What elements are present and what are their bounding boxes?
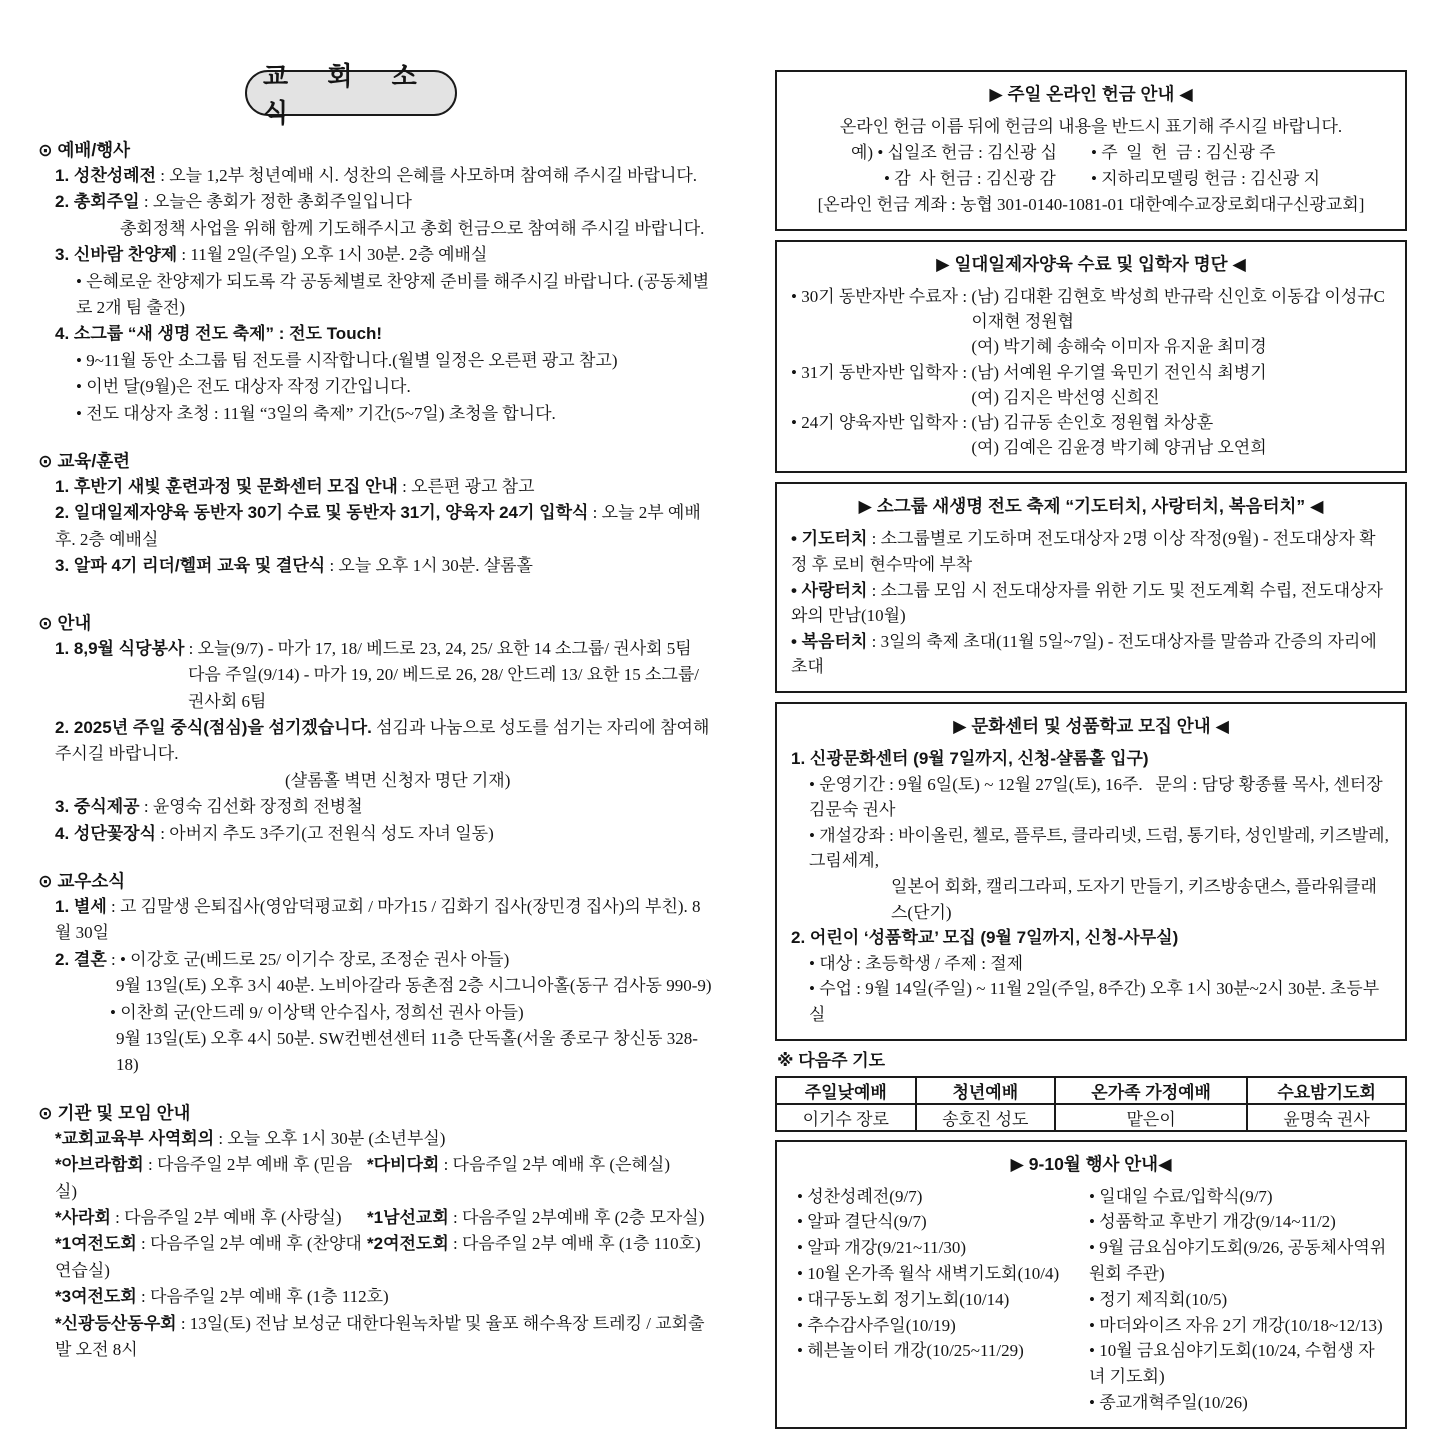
- bold-label: • 기도터치: [791, 529, 868, 549]
- online-offering-note: 온라인 헌금 이름 뒤에 헌금의 내용을 반드시 표기해 주시길 바랍니다.: [839, 117, 1343, 136]
- section-heading: ⊙ 안내: [38, 612, 92, 633]
- next-week-prayer-label: ※ 다음주 기도: [777, 1050, 886, 1070]
- event-item: • 대구동노회 정기노회(10/14): [797, 1289, 1010, 1309]
- text-line: [38, 500, 714, 553]
- prayer-header-cell: 주일낮예배: [776, 1077, 916, 1104]
- event-item: • 헤븐놀이터 개강(10/25~11/29): [797, 1341, 1024, 1361]
- text-run: 9월 13일(토) 오후 4시 50분. SW컨벤션센터 11층 단독홀(서울 종로구 창신동 328-18): [116, 1028, 698, 1075]
- text-run: : 다음주일 2부 예배 후 (믿음실): [55, 1155, 353, 1201]
- text-run: : 오늘은 총회가 정한 총회주일입니다: [139, 192, 412, 212]
- prayer-value-cell: 이기수 장로: [776, 1104, 916, 1131]
- bold-label: • 복음터치: [791, 631, 868, 651]
- name-line: (여) 박기혜 송해숙 이미자 유지윤 최미경: [971, 337, 1267, 357]
- bold-label: 2. 일대일제자양육 동반자 30기 수료 및 동반자 31기, 양육자 24기 입학식: [55, 503, 589, 523]
- culture-line: [791, 976, 1391, 1027]
- culture-line: [791, 874, 1391, 925]
- name-list-row: [791, 284, 1391, 360]
- text-run: • 대상 : 초등학생 / 주제 : 절제: [809, 953, 1024, 973]
- text-run: 다음 주일(9/14) - 마가 19, 20/ 베드로 26, 28/ 안드레 13/ 요한 15 소그룹/ 권사회 6팀: [188, 665, 704, 711]
- text-line: [38, 636, 714, 662]
- event-item: • 정기 제직회(10/5): [1089, 1289, 1228, 1309]
- text-line: [38, 662, 714, 715]
- text-line: [38, 768, 714, 794]
- culture-items: [791, 746, 1394, 1028]
- bold-label: *교회교육부 사역회의: [55, 1128, 215, 1148]
- text-run: : 다음주일 2부 예배 후 (은혜실): [439, 1155, 670, 1175]
- evangelism-items: [791, 526, 1391, 680]
- culture-line: [791, 951, 1391, 977]
- bold-label: 3. 신바람 찬양제: [55, 245, 178, 265]
- bold-label: 4. 소그룹 “새 생명 전도 축제” : 전도 Touch!: [55, 324, 383, 344]
- evangelism-line: [791, 526, 1391, 577]
- evangelism-title: ▶ 소그룹 새생명 전도 축제 “기도터치, 사랑터치, 복음터치” ◀: [858, 496, 1324, 517]
- text-run: : 소그룹 모임 시 전도대상자를 위한 기도 및 전도계획 수립, 전도대상자와의 만남(10월): [791, 580, 1383, 626]
- section-heading: ⊙ 교우소식: [38, 870, 126, 891]
- prayer-header-cell: 온가족 가정예배: [1055, 1077, 1247, 1104]
- event-item: • 종교개혁주일(10/26): [1089, 1392, 1248, 1412]
- text-run: : 윤영숙 김선화 장정희 전병철: [139, 797, 363, 817]
- text-line: [38, 715, 714, 768]
- text-run: : 오늘 오후 1시 30분. 샬롬홀: [325, 556, 533, 576]
- text-run: • 전도 대상자 초청 : 11월 “3일의 축제” 기간(5~7일) 초청을 합니다.: [76, 403, 556, 423]
- text-run: : 다음주일 2부 예배 후 (사랑실): [110, 1208, 342, 1227]
- text-run: 9월 13일(토) 오후 3시 40분. 노비아갈라 동촌점 2층 시그니아홀(동구 검사동 990-9): [116, 976, 712, 996]
- org-col-right: [367, 1152, 714, 1205]
- text-line: [38, 821, 714, 847]
- text-line: [38, 242, 714, 268]
- org-col-left: [55, 1231, 367, 1284]
- box-discipleship-names: [775, 240, 1407, 473]
- text-line: [38, 1205, 714, 1231]
- evangelism-line: [791, 578, 1391, 629]
- text-line: [38, 1284, 714, 1310]
- bold-label: 1. 별세: [55, 896, 107, 916]
- bold-label: *1남선교회: [367, 1208, 449, 1227]
- text-run: : 다음주일 2부 예배 후 (1층 110호): [448, 1234, 701, 1254]
- event-item: • 성품학교 후반기 개강(9/14~11/2): [1089, 1212, 1336, 1232]
- event-item: • 10월 온가족 월삭 새벽기도회(10/4): [797, 1263, 1060, 1283]
- sections-container: [38, 137, 714, 1363]
- name-lines: [971, 410, 1391, 460]
- text-line: [38, 474, 714, 500]
- text-line: [38, 401, 714, 427]
- org-col-left: [55, 1205, 367, 1231]
- event-item: • 마더와이즈 자유 2기 개강(10/18~12/13): [1089, 1315, 1383, 1335]
- name-lines: [971, 360, 1391, 410]
- org-col-right: [367, 1205, 714, 1231]
- bold-label: 4. 성단꽃장식: [55, 823, 157, 843]
- bold-label: 1. 성찬성례전: [55, 166, 157, 185]
- text-line: [38, 1152, 714, 1205]
- prayer-value-row: [776, 1104, 1406, 1131]
- section-0: [38, 137, 714, 427]
- event-item: • 성찬성례전(9/7): [797, 1186, 923, 1206]
- text-line: [38, 894, 714, 947]
- text-run: : 다음주일 2부 예배 후 (찬양대연습실): [55, 1234, 362, 1280]
- name-list-label: • 31기 동반자반 입학자 :: [791, 362, 972, 382]
- text-run: : 고 김말생 은퇴집사(영암덕평교회 / 마가15 / 김화기 집사(장민경 집사)의 부친). 8월 30일: [55, 896, 701, 943]
- culture-line: [791, 772, 1391, 823]
- text-run: 일본어 회화, 캘리그라피, 도자기 만들기, 키즈방송댄스, 플라워클래스(단기): [891, 876, 1377, 922]
- bold-label: 2. 결혼: [55, 949, 107, 969]
- text-run: • 이찬희 군(안드레 9/ 이상택 안수집사, 정희선 권사 아들): [110, 1002, 524, 1022]
- box-online-offering: [775, 70, 1407, 231]
- text-run: : 다음주일 2부예배 후 (2층 모자실): [448, 1208, 705, 1227]
- text-run: : 13일(토) 전남 보성군 대한다원녹차밭 및 율포 해수욕장 트레킹 / 교회출발 오전 8시: [55, 1313, 705, 1360]
- prayer-header-cell: 수요밤기도회: [1247, 1077, 1406, 1104]
- text-line: [38, 947, 714, 973]
- text-line: [38, 553, 714, 579]
- event-item: • 알파 결단식(9/7): [797, 1212, 927, 1232]
- text-run: : • 이강호 군(베드로 25/ 이기수 장로, 조정순 권사 아들): [106, 949, 510, 969]
- box-events-sep-oct: [775, 1140, 1407, 1429]
- bold-label: *1여전도회: [55, 1234, 137, 1254]
- left-page: [38, 61, 714, 1363]
- text-run: 총회정책 사업을 위해 함께 기도해주시고 총회 헌금으로 참여해 주시길 바랍니다.: [120, 218, 705, 238]
- event-item: • 일대일 수료/입학식(9/7): [1089, 1186, 1273, 1206]
- event-item: • 10월 금요심야기도회(10/24, 수험생 자녀 기도회): [1089, 1341, 1375, 1387]
- text-run: : 오늘 1,2부 청년예배 시. 성찬의 은혜를 사모하며 참여해 주시길 바랍니다.: [156, 166, 698, 185]
- text-line: [38, 348, 714, 374]
- events-title: ▶ 9-10월 행사 안내◀: [1010, 1153, 1172, 1174]
- event-item: • 9월 금요심야기도회(9/26, 공동체사역위원회 주관): [1089, 1238, 1387, 1283]
- text-run: : 소그룹별로 기도하며 전도대상자 2명 이상 작정(9월) - 전도대상자 확정 후 로비 현수막에 부착: [791, 529, 1376, 575]
- name-lines: [971, 284, 1391, 360]
- page-title: [245, 61, 457, 128]
- right-page: [775, 70, 1407, 1438]
- text-line: [38, 321, 714, 347]
- section-2: [38, 610, 714, 847]
- text-run: : 11월 2일(주일) 오후 1시 30분. 2층 예배실: [177, 245, 488, 265]
- bold-label: 2. 총회주일: [55, 192, 140, 212]
- text-line: [38, 1311, 714, 1364]
- offering-example-row: [851, 166, 1391, 192]
- page-title-text: 교 회 소 식: [263, 61, 433, 128]
- name-line: (남) 김대환 김현호 박성희 반규락 신인호 이동갑 이성규C 이재현 정원협: [971, 287, 1390, 332]
- bold-label: *다비다회: [367, 1155, 440, 1175]
- text-run: : 오늘 오후 1시 30분 (소년부실): [214, 1128, 446, 1148]
- online-offering-title: ▶ 주일 온라인 헌금 안내 ◀: [989, 84, 1193, 104]
- text-run: : 다음주일 2부 예배 후 (1층 112호): [136, 1287, 389, 1307]
- org-col-right: [367, 1231, 714, 1284]
- name-line: (남) 김규동 손인호 정원협 차상훈: [971, 413, 1214, 433]
- events-left-column: [797, 1184, 1089, 1416]
- text-line: [38, 374, 714, 400]
- bold-label: *3여전도회: [55, 1287, 137, 1307]
- evangelism-line: [791, 629, 1391, 680]
- prayer-header-row: [776, 1077, 1406, 1104]
- text-run: • 수업 : 9월 14일(주일) ~ 11월 2일(주일, 8주간) 오후 1시 30분~2시 30분. 초등부실: [809, 979, 1380, 1024]
- text-run: • 9~11월 동안 소그룹 팀 전도를 시작합니다.(월별 일정은 오른편 광고 참고): [76, 350, 618, 370]
- text-line: [38, 216, 714, 242]
- offering-example-row: [851, 140, 1391, 166]
- text-run: (샬롬홀 벽면 신청자 명단 기재): [285, 770, 511, 790]
- bold-label: 3. 알파 4기 리더/헬퍼 교육 및 결단식: [55, 556, 326, 576]
- bold-label: *2여전도회: [367, 1234, 449, 1254]
- event-item: • 알파 개강(9/21~11/30): [797, 1238, 966, 1258]
- text-line: [38, 163, 714, 189]
- text-run: • 은혜로운 찬양제가 되도록 각 공동체별로 찬양제 준비를 해주시길 바랍니다. (공동체별로 2개 팀 출전): [76, 271, 710, 318]
- section-3: [38, 868, 714, 1079]
- section-heading: ⊙ 기관 및 모임 안내: [38, 1102, 191, 1123]
- prayer-value-cell: 윤명숙 권사: [1247, 1104, 1406, 1131]
- text-line: [38, 1126, 714, 1152]
- box-evangelism-festival: [775, 482, 1407, 693]
- discipleship-name-rows: [791, 284, 1391, 460]
- offering-account: [온라인 헌금 계좌 : 농협 301-0140-1081-01 대한예수교장로회대구신광교회]: [817, 195, 1365, 214]
- text-run: : 오늘 2부 예배 후. 2층 예배실: [55, 503, 706, 549]
- name-line: (남) 서예원 우기열 육민기 전인식 최병기: [971, 362, 1267, 382]
- bold-label: 2. 2025년 주일 중식(점심)을 섬기겠습니다.: [55, 717, 372, 737]
- section-1: [38, 448, 714, 580]
- culture-line: [791, 746, 1391, 772]
- bold-label: 2. 어린이 ‘성품학교’ 모집 (9월 7일까지, 신청-사무실): [791, 928, 1179, 948]
- text-line: [38, 269, 714, 322]
- bold-label: *사라회: [55, 1208, 111, 1227]
- offering-example: 예) • 십일조 헌금 : 김신광 십: [851, 143, 1058, 162]
- name-list-label: • 24기 양육자반 입학자 :: [791, 413, 972, 433]
- org-col-left: [55, 1152, 367, 1205]
- text-line: [38, 1026, 714, 1079]
- bold-label: 1. 후반기 새빛 훈련과정 및 문화센터 모집 안내: [55, 477, 398, 497]
- bold-label: 1. 8,9월 식당봉사: [55, 638, 185, 658]
- text-run: 섬김과 나눔으로 성도를 섬기는 자리에 참여해 주시길 바랍니다.: [55, 717, 714, 764]
- bold-label: *아브라함회: [55, 1155, 144, 1175]
- text-run: • 이번 달(9월)은 전도 대상자 작정 기간입니다.: [76, 377, 411, 397]
- section-heading: ⊙ 교육/훈련: [38, 451, 131, 472]
- text-line: [38, 794, 714, 820]
- text-run: • 개설강좌 : 바이올린, 첼로, 플루트, 클라리넷, 드럼, 통기타, 성인발레, 키즈발레, 그림세계,: [809, 825, 1394, 871]
- offering-examples: [791, 140, 1391, 192]
- bold-label: 1. 신광문화센터 (9월 7일까지, 신청-샬롬홀 입구): [791, 748, 1149, 768]
- name-list-label: • 30기 동반자반 수료자 :: [791, 287, 972, 306]
- text-run: : 3일의 축제 초대(11월 5일~7일) - 전도대상자를 말씀과 간증의 자리에 초대: [791, 631, 1382, 677]
- text-line: [38, 1231, 714, 1284]
- prayer-header-cell: 청년예배: [916, 1077, 1056, 1104]
- prayer-value-cell: 맡은이: [1055, 1104, 1247, 1131]
- event-item: • 추수감사주일(10/19): [797, 1315, 956, 1335]
- bold-label: • 사랑터치: [791, 580, 868, 600]
- name-line: (여) 김예은 김윤경 박기혜 양귀남 오연희: [971, 438, 1267, 458]
- discipleship-title: ▶ 일대일제자양육 수료 및 입학자 명단 ◀: [936, 254, 1246, 274]
- offering-example: • 주 일 헌 금 : 김신광 주: [1091, 143, 1276, 162]
- culture-line: [791, 823, 1394, 874]
- offering-example: • 감 사 헌금 : 김신광 감: [884, 169, 1056, 188]
- text-line: [38, 973, 714, 999]
- section-heading: ⊙ 예배/행사: [38, 140, 131, 160]
- section-4: [38, 1100, 714, 1364]
- text-run: : 오늘(9/7) - 마가 17, 18/ 베드로 23, 24, 25/ 요한 14 소그룹/ 권사회 5팀: [184, 638, 692, 658]
- text-run: • 운영기간 : 9월 6일(토) ~ 12월 27일(토), 16주. 문의 : 담당 황종률 목사, 센터장 김문숙 권사: [809, 774, 1387, 820]
- events-columns: [791, 1184, 1391, 1416]
- name-list-row: [791, 360, 1391, 410]
- offering-example: • 지하리모델링 헌금 : 김신광 지: [1091, 169, 1320, 188]
- text-line: [38, 189, 714, 215]
- next-week-prayer-table: [775, 1076, 1407, 1132]
- culture-line: [791, 925, 1391, 951]
- name-list-row: [791, 410, 1391, 460]
- text-line: [38, 1000, 714, 1026]
- culture-title: ▶ 문화센터 및 성품학교 모집 안내 ◀: [953, 715, 1229, 736]
- bold-label: 3. 중식제공: [55, 797, 140, 817]
- text-run: : 아버지 추도 3주기(고 전원식 성도 자녀 일동): [156, 823, 494, 843]
- prayer-value-cell: 송호진 성도: [916, 1104, 1056, 1131]
- bold-label: *신광등산동우회: [55, 1313, 177, 1333]
- text-run: : 오른편 광고 참고: [397, 477, 535, 497]
- box-culture-school: [775, 702, 1407, 1041]
- events-right-column: [1089, 1184, 1391, 1416]
- name-line: (여) 김지은 박선영 신희진: [971, 387, 1160, 407]
